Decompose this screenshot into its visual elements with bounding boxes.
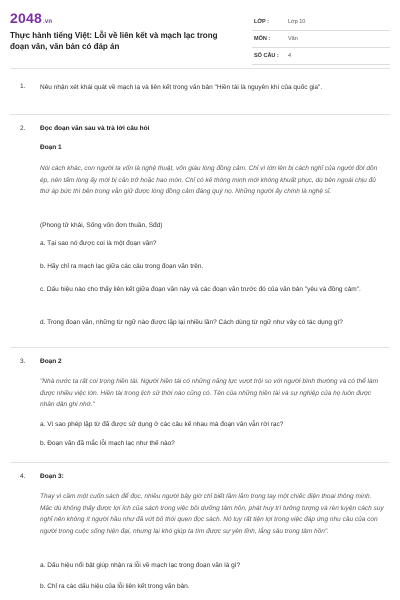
divider xyxy=(10,347,390,348)
meta-row-subject xyxy=(252,31,390,48)
worksheet-header xyxy=(0,0,400,68)
meta-label: SỐ CÂU : xyxy=(254,53,279,59)
passage-3: Thay vì cầm một cuốn sách để đọc, nhiều người bây giờ chỉ biết lăm lăm trong tay một chiếc điện thoại thông minh. Mặc dù không thấy được lợi ích của sách trong việc bồi dưỡng tâm hồn, phát huy trí tưởng tượng và rèn luyện cách suy nghĩ nên không ít người hầu như đã vứt bỏ thói quen đọc sách. Nó tuy rất tiện lợi trong việc đáp ứng nhu cầu của con người trong cuộc sống hiện đại, nhưng lại khó giúp ta tìm được sự yên tĩnh, lắng sâu trong tâm hồn". xyxy=(40,493,384,535)
question-3-heading: Đoạn 2 xyxy=(40,358,62,365)
meta-label: MÔN : xyxy=(254,36,271,42)
question-4-item-a: a. Dấu hiệu nổi bật giúp nhận ra lỗi về mạch lạc trong đoạn văn là gì? xyxy=(40,562,241,569)
divider xyxy=(10,462,390,463)
document-title: Thực hành tiếng Việt: Lỗi về liên kết và mạch lạc trong đoạn văn, văn bản có đáp án xyxy=(10,31,218,51)
meta-label: LỚP : xyxy=(254,19,269,25)
question-3-item-b: b. Đoạn văn đã mắc lỗi mạch lạc như thế nào? xyxy=(40,440,175,447)
divider xyxy=(10,68,390,69)
divider xyxy=(10,114,390,115)
passage-1-source: (Phong tử khải, Sống vốn đơn thuần, Sđd) xyxy=(40,222,163,229)
passage-2: "Nhà nước ta rất coi trọng hiền tài. Người hiền tài có những năng lực vượt trội so với người bình thường và có thể làm được nhiều việc lớn. Hiền tài trong lịch sử thời nào cũng có. Tên của những hiền tài và sự nghiệp của họ luôn được nhân dân ghi nhớ." xyxy=(40,378,378,408)
meta-row-question-count xyxy=(252,48,390,65)
meta-row-class xyxy=(252,14,390,31)
question-number: 3. xyxy=(20,358,26,365)
meta-value: 4 xyxy=(288,53,292,59)
question-4-item-b: b. Chỉ ra các dấu hiệu của lỗi liên kết trong văn bản. xyxy=(40,583,190,590)
logo-brand: 2048 xyxy=(10,10,42,26)
question-number: 2. xyxy=(20,125,26,132)
worksheet-content xyxy=(0,68,400,600)
question-3-item-a: a. Vì sao phép lặp từ đã được sử dụng ở các câu kế nhau mà đoạn văn vẫn rời rạc? xyxy=(40,421,284,428)
question-2-subheading: Đoạn 1 xyxy=(40,144,62,151)
worksheet-meta xyxy=(252,14,390,65)
logo-tld: .vn xyxy=(42,19,53,25)
question-2-item-c: c. Dấu hiệu nào cho thấy liên kết giữa đoạn văn này và các đoạn văn trước đó của văn bản "yêu và đồng cảm". xyxy=(40,286,361,293)
question-1-text: Nêu nhận xét khái quát về mạch lạ và liên kết trong văn bản "Hiền tài là nguyên khí của quốc gia". xyxy=(40,84,323,91)
passage-1: Nói cách khác, con người ta vốn là nghệ thuật, vốn giàu lòng đồng cảm. Chỉ vì lớn lên bị cách nghĩ của người đời dồn ép, nên tấm lòng ấy mới bị cản trở hoặc hao mòn. Chỉ có kẻ thông minh mới không khuất phục, dù bên ngoài chịu đủ thứ áp bức thì bên trong vẫn giữ được lòng đồng cảm đáng quý nọ. Những người ấy chính là nghệ sĩ. xyxy=(40,165,378,195)
meta-value: Văn xyxy=(288,36,298,42)
question-4-heading: Đoạn 3: xyxy=(40,473,64,480)
site-logo[interactable] xyxy=(10,10,52,26)
question-2-item-b: b. Hãy chỉ ra mạch lạc giữa các câu trong đoạn văn trên. xyxy=(40,263,204,270)
question-2-heading: Đọc đoạn văn sau và trả lời câu hỏi xyxy=(40,125,150,132)
question-2-item-d: d. Trong đoạn văn, những từ ngữ nào được lặp lại nhiều lần? Cách dùng từ ngữ như vậy có tác dụng gì? xyxy=(40,319,343,326)
question-2-item-a: a. Tại sao nó được coi là một đoạn văn? xyxy=(40,240,157,247)
question-number: 4. xyxy=(20,473,26,480)
meta-value: Lớp 10 xyxy=(288,19,306,25)
question-number: 1. xyxy=(20,83,26,90)
